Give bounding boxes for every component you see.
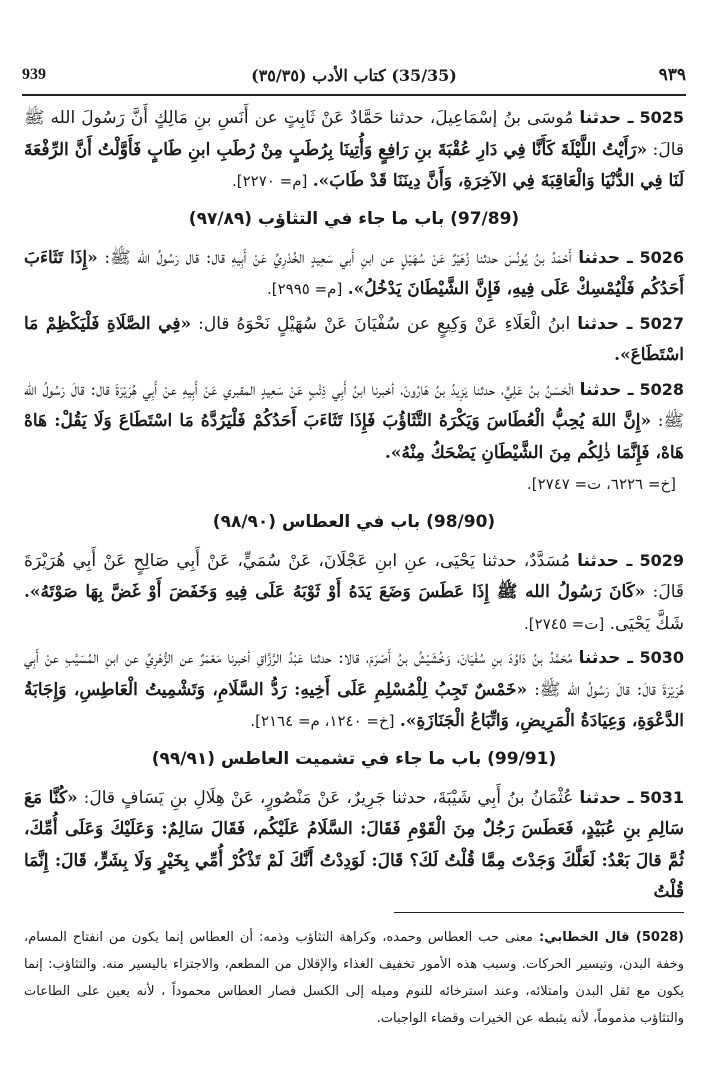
footnote-label: (5028) قال الخطابي: xyxy=(539,930,684,945)
hadith-reference: [م= ٢٢٧٠]. xyxy=(232,172,308,190)
hadith-isnad: أَحْمَدُ بنُ يُونُسَ حدثنا زُهَيْرٌ عَنْ سُهَيْلٍ عن ابنِ أَبي سَعِيدٍ الخُدْرِيِّ عَنْ أَبِيهِ قال: قال رَسُولُ الله ﷺ: xyxy=(104,247,572,268)
hadith-5029: 5029 ـ حدثنا مُسَدَّدٌ، حدثنا يَحْيَى، عنِ ابنِ عَجْلَانَ، عَنْ سُمَيٍّ، عَنْ أَبِي صَالِحٍ عَنْ أَبِي هُرَيْرَةَ قَالَ: «كَانَ رَسُولُ الله ﷺ إِذَا عَطَسَ وَضَعَ يَدَهُ أَوْ ثَوْبَهُ عَلَى فِيهِ وَخَفَضَ أَوْ غَضَّ بِهَا صَوْتَهُ». شَكَّ يَحْيَى. [ت= ٢٧٤٥]. xyxy=(24,550,685,634)
hadith-number: 5025 xyxy=(639,108,685,127)
haddathana: حدثنا xyxy=(579,787,622,808)
hadith-reference: [خ= ٦٢٢٦، ت= ٢٧٤٧]. xyxy=(526,475,676,493)
hadith-matn: «كَانَ رَسُولُ الله ﷺ إِذَا عَطَسَ وَضَعَ يَدَهُ أَوْ ثَوْبَهُ عَلَى فِيهِ وَخَفَضَ أَوْ غَضَّ بِهَا صَوْتَهُ». xyxy=(24,582,646,602)
haddathana: حدثنا xyxy=(577,550,619,571)
hadith-matn: «إِذَا تَثَاءَبَ أَحَدُكُم فَلْيُمْسِكْ عَلَى فِيهِ، فَإِنَّ الشَّيْطَانَ يَدْخُلُ». xyxy=(24,247,684,299)
main-text xyxy=(24,102,684,911)
running-title: (35/35) كتاب الأدب (٣٥/٣٥) xyxy=(251,65,457,85)
page-header xyxy=(22,62,686,88)
hadith-number: 5029 xyxy=(639,550,685,570)
page-number-latin: 939 xyxy=(22,66,46,83)
haddathana: حدثنا xyxy=(579,379,622,400)
hadith-matn: «فِي الصَّلَاةِ فَلْيَكْظِمْ مَا اسْتَطَاعَ». xyxy=(24,313,684,365)
header-rule xyxy=(22,94,686,96)
page-number-arabic: ٩٣٩ xyxy=(658,65,686,85)
footnote-text: معنى حب العطاس وحمده، وكراهة التثاؤب وذمه: أن العطاس إنما يكون من انفتاح المسام، وخفة البدن، وتيسير الحركات. وسبب هذه الأمور تخفيف الغذاء والإقلال من المطعم، والاجتزاء باليسير منه. والتثاؤب: إنما يكون مع ثقل البدن وامتلائه، وعند استرخائه للنوم وميله إلى الكسل فصار العطاس محموداً ، لأنه يعين على الطاعات والتثاؤب مذموماً، لأنه يثبطه عن الخيرات وقضاء الواجبات. xyxy=(24,930,684,1026)
hadith-matn: «كُنَّا مَعَ سَالِمِ بنِ عُبَيْدٍ، فَعَطَسَ رَجُلٌ مِنَ الْقَوْمِ فَقَالَ: السَّلَامُ عَلَيْكُم، فَقَالَ سَالِمٌ: وَعَلَيْكَ وَعَلَى أُمِّكَ، ثُمَّ قالَ بَعْدُ: لَعَلَّكَ وَجَدْتَ مِمَّا قُلْتُ لَكَ؟ قَالَ: لَوَدِدْتُ أَنَّكَ لَمْ تَذْكُرْ أُمِّي بِخَيْرٍ وَلَا بِشَرٍّ، قَالَ: إِنَّمَا قُلْتُ xyxy=(24,787,684,902)
hadith-matn: «رَأَيْتُ اللَّيْلَةَ كَأَنَّا فِي دَارِ عُقْبَةَ بنِ رَافِعٍ وَأُتِينَا بِرُطَبٍ مِنْ رُطَبِ ابنِ طَابٍ فَأَوَّلْتُ أَنَّ الرِّفْعَةَ لَنَا فِي الدُّنْيَا وَالْعَاقِبَةَ فِي الآخِرَةِ، وَأَنَّ دِينَنَا قَدْ طَابَ». xyxy=(24,139,684,191)
hadith-reference: [ت= ٢٧٤٥]. xyxy=(524,614,605,633)
hadith-note: شَكَّ يَحْيَى. xyxy=(609,613,684,634)
haddathana: حدثنا xyxy=(578,247,620,268)
haddathana: حدثنا xyxy=(579,108,622,128)
hadith-number: 5027 xyxy=(639,313,684,333)
hadith-5025: 5025 ـ حدثنا مُوسَى بنُ إسْمَاعِيلَ، حدثنا حَمَّادٌ عَنْ ثَابِتٍ عن أَنَسِ بنِ مَالِكٍ أَنَّ رَسُولَ الله ﷺ قالَ: «رَأَيْتُ اللَّيْلَةَ كَأَنَّا فِي دَارِ عُقْبَةَ بنِ رَافِعٍ وَأُتِينَا بِرُطَبٍ مِنْ رُطَبِ ابنِ طَابٍ فَأَوَّلْتُ أَنَّ الرِّفْعَةَ لَنَا فِي الدُّنْيَا وَالْعَاقِبَةَ فِي الآخِرَةِ، وَأَنَّ دِينَنَا قَدْ طَابَ». [م= ٢٢٧٠]. xyxy=(24,108,685,191)
hadith-isnad: عُثْمَانُ بنُ أَبِي شَيْبَةَ، حدثنا جَرِيرٌ، عَنْ مَنْصُورٍ، عَنْ هِلَالِ بنِ يَسَافٍ قالَ: xyxy=(83,787,574,808)
hadith-isnad: ابنُ الْعَلَاءِ عَنْ وَكِيعٍ عن سُفْيَانَ عَنْ سُهَيْلٍ نَحْوَهُ قال: xyxy=(198,313,571,334)
hadith-reference: [خ= ١٢٤٠، م= ٢١٦٤]. xyxy=(250,712,395,730)
hadith-5030: 5030 ـ حدثنا مُحَمَّدُ بنُ دَاوُدَ بنِ سُفْيَانَ، وَخُشَيْشُ بنُ أَصْرَمَ، قالا: حدثنا عَبْدُ الرَّزَّاقِ أخبرنا مَعْمَرٌ عن الزُّهْرِيِّ عن ابنِ المُسَيَّبِ عنْ أَبِي هُرَيْرَةَ قالَ: قالَ رَسُولُ الله ﷺ: «خَمْسٌ تَجِبُ لِلْمُسْلِمِ عَلَى أَخِيهِ: رَدُّ السَّلَامِ، وَتَشْمِيتُ الْعَاطِسِ، وَإِجَابَةُ الدَّعْوَةِ، وَعِيَادَةُ الْمَرِيضِ، وَاتِّبَاعُ الْجَنَازَةِ». [خ= ١٢٤٠، م= ٢١٦٤]. xyxy=(24,648,685,731)
hadith-reference: [م= ٢٩٩٥]. xyxy=(266,280,343,298)
footnote-rule xyxy=(394,912,684,913)
hadith-5028: 5028 ـ حدثنا الْحَسَنُ بنُ عَلِيٍّ، حدثنا يَزِيدُ بنُ هَارُونَ، أخبرنا ابنُ أَبِي ذِئْبٍ عَنْ سَعِيدٍ المقبري عَنْ أَبِيهِ عنْ أَبِي هُرَيْرَةَ قال: قالَ رَسُولُ الله ﷺ: «إِنَّ اللهَ يُحِبُّ الْعُطَاسَ وَيَكْرَهُ التَّثَاؤُبَ فَإِذَا تَثَاءَبَ أَحَدُكُمْ فَلْيَرُدَّهُ مَا اسْتَطَاعَ وَلَا يَقُلْ: هَاهْ هَاهْ، فَإِنَّمَا ذٰلِكُم مِنَ الشَّيْطَانِ يَضْحَكُ مِنْهُ». [خ= ٦٢٢٦، ت= ٢٧٤٧]. xyxy=(24,374,684,501)
footnote xyxy=(24,924,684,1032)
hadith-isnad: الْحَسَنُ بنُ عَلِيٍّ، حدثنا يَزِيدُ بنُ هَارُونَ، أخبرنا ابنُ أَبِي ذِئْبٍ عَنْ سَعِيدٍ المقبري عَنْ أَبِيهِ عنْ أَبِي هُرَيْرَةَ قال: قالَ رَسُولُ الله ﷺ: xyxy=(24,379,685,431)
haddathana: حدثنا xyxy=(577,313,620,334)
hadith-number: 5030 xyxy=(639,648,685,667)
hadith-matn: «خَمْسٌ تَجِبُ لِلْمُسْلِمِ عَلَى أَخِيهِ: رَدُّ السَّلَامِ، وَتَشْمِيتُ الْعَاطِسِ، وَإِجَابَةُ الدَّعْوَةِ، وَعِيَادَةُ الْمَرِيضِ، وَاتِّبَاعُ الْجَنَازَةِ». xyxy=(24,679,684,731)
hadith-isnad: مُسَدَّدٌ، حدثنا يَحْيَى، عنِ ابنِ عَجْلَانَ، عَنْ سُمَيٍّ، عَنْ أَبِي صَالِحٍ عَنْ أَبِي هُرَيْرَةَ قَالَ: xyxy=(24,550,684,602)
hadith-number: 5026 xyxy=(639,247,684,267)
chapter-heading: (99/91) باب ما جاء في تشميت العاطس (٩٩/٩١) xyxy=(151,748,557,769)
hadith-5026: 5026 ـ حدثنا أَحْمَدُ بنُ يُونُسَ حدثنا زُهَيْرٌ عَنْ سُهَيْلٍ عن ابنِ أَبي سَعِيدٍ الخُدْرِيِّ عَنْ أَبِيهِ قال: قال رَسُولُ الله ﷺ: «إِذَا تَثَاءَبَ أَحَدُكُم فَلْيُمْسِكْ عَلَى فِيهِ، فَإِنَّ الشَّيْطَانَ يَدْخُلُ». [م= ٢٩٩٥]. xyxy=(24,247,684,299)
haddathana: حدثنا xyxy=(578,648,621,668)
chapter-heading: (97/89) باب ما جاء في التثاؤب (٩٧/٨٩) xyxy=(188,208,520,229)
hadith-isnad: مُوسَى بنُ إسْمَاعِيلَ، حدثنا حَمَّادٌ عَنْ ثَابِتٍ عن أَنَسِ بنِ مَالِكٍ أَنَّ رَسُولَ الله ﷺ قالَ: xyxy=(24,108,684,160)
hadith-number: 5028 xyxy=(639,379,685,399)
hadith-matn: «إِنَّ اللهَ يُحِبُّ الْعُطَاسَ وَيَكْرَهُ التَّثَاؤُبَ فَإِذَا تَثَاءَبَ أَحَدُكُمْ فَلْيَرُدَّهُ مَا اسْتَطَاعَ وَلَا يَقُلْ: هَاهْ هَاهْ، فَإِنَّمَا ذٰلِكُم مِنَ الشَّيْطَانِ يَضْحَكُ مِنْهُ». xyxy=(24,411,684,463)
hadith-isnad: مُحَمَّدُ بنُ دَاوُدَ بنِ سُفْيَانَ، وَخُشَيْشُ بنُ أَصْرَمَ، قالا: حدثنا عَبْدُ الرَّزَّاقِ أخبرنا مَعْمَرٌ عن الزُّهْرِيِّ عن ابنِ المُسَيَّبِ عنْ أَبِي هُرَيْرَةَ قالَ: قالَ رَسُولُ الله ﷺ: xyxy=(24,648,685,700)
hadith-number: 5031 xyxy=(639,787,684,807)
chapter-heading: (98/90) باب في العطاس (٩٨/٩٠) xyxy=(212,511,496,532)
hadith-5027: 5027 ـ حدثنا ابنُ الْعَلَاءِ عَنْ وَكِيعٍ عن سُفْيَانَ عَنْ سُهَيْلٍ نَحْوَهُ قال: «فِي الصَّلَاةِ فَلْيَكْظِمْ مَا اسْتَطَاعَ». xyxy=(24,313,684,365)
hadith-5031: 5031 ـ حدثنا عُثْمَانُ بنُ أَبِي شَيْبَةَ، حدثنا جَرِيرٌ، عَنْ مَنْصُورٍ، عَنْ هِلَالِ بنِ يَسَافٍ قالَ: «كُنَّا مَعَ سَالِمِ بنِ عُبَيْدٍ، فَعَطَسَ رَجُلٌ مِنَ الْقَوْمِ فَقَالَ: السَّلَامُ عَلَيْكُم، فَقَالَ سَالِمٌ: وَعَلَيْكَ وَعَلَى أُمِّكَ، ثُمَّ قالَ بَعْدُ: لَعَلَّكَ وَجَدْتَ مِمَّا قُلْتُ لَكَ؟ قَالَ: لَوَدِدْتُ أَنَّكَ لَمْ تَذْكُرْ أُمِّي بِخَيْرٍ وَلَا بِشَرٍّ، قَالَ: إِنَّمَا قُلْتُ xyxy=(24,787,684,902)
